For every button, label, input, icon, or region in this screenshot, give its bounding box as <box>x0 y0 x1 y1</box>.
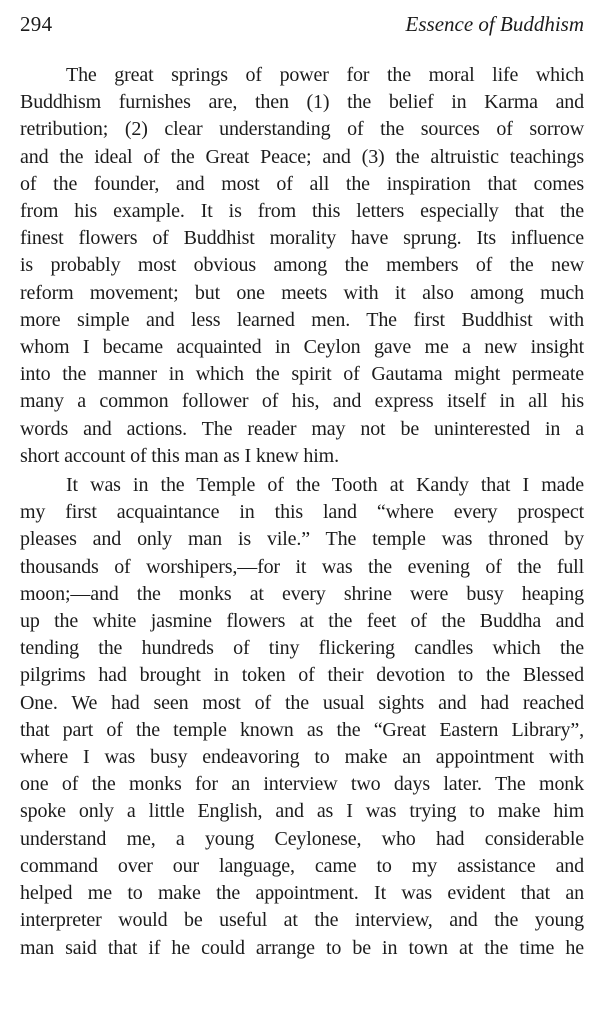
text-line: whom I became acquainted in Ceylon gave me a new insight <box>20 336 584 359</box>
text-line: It was in the Temple of the Tooth at Kandy that I made <box>66 474 584 497</box>
text-line: thousands of worshipers,—for it was the evening of the full <box>20 555 584 578</box>
text-line: my first acquaintance in this land “where every prospect <box>20 501 584 524</box>
text-line: up the white jasmine flowers at the feet of the Buddha and <box>20 610 584 633</box>
text-line: pleases and only man is vile.” The temple was throned by <box>20 528 584 551</box>
text-line: more simple and less learned men. The first Buddhist with <box>20 308 584 331</box>
page-number: 294 <box>20 12 53 36</box>
text-line: finest flowers of Buddhist morality have sprung. Its influence <box>20 227 584 250</box>
text-line: The great springs of power for the moral life which <box>66 64 584 86</box>
text-line: spoke only a little English, and as I was trying to make him <box>20 800 584 823</box>
running-header <box>20 0 584 46</box>
text-line: interpreter would be useful at the interview, and the young <box>20 909 584 932</box>
text-line: understand me, a young Ceylonese, who had considerable <box>20 827 584 850</box>
text-line: helped me to make the appointment. It was evident that an <box>20 882 584 905</box>
text-line: where I was busy endeavoring to make an appointment with <box>20 746 584 769</box>
text-line: retribution; (2) clear understanding of the sources of sorrow <box>20 118 584 141</box>
text-line: of the founder, and most of all the inspiration that comes <box>20 172 584 195</box>
book-title-header: Essence of Buddhism <box>405 12 584 36</box>
text-line: reform movement; but one meets with it also among much <box>20 281 584 304</box>
text-line: command over our language, came to my assistance and <box>20 854 584 877</box>
text-line: One. We had seen most of the usual sights and had reached <box>20 691 584 714</box>
text-line: moon;—and the monks at every shrine were busy heaping <box>20 582 584 605</box>
text-line: tending the hundreds of tiny flickering candles which the <box>20 637 584 660</box>
text-line: many a common follower of his, and express itself in all his <box>20 390 584 413</box>
text-line: short account of this man as I knew him. <box>20 444 339 467</box>
text-line: Buddhism furnishes are, then (1) the belief in Karma and <box>20 91 584 114</box>
text-line: is probably most obvious among the members of the new <box>20 254 584 277</box>
text-line: from his example. It is from this letters especially that the <box>20 200 584 223</box>
text-line: that part of the temple known as the “Great Eastern Library”, <box>20 718 584 741</box>
text-line: into the manner in which the spirit of Gautama might permeate <box>20 363 584 386</box>
text-line: pilgrims had brought in token of their devotion to the Blessed <box>20 664 584 687</box>
text-line: man said that if he could arrange to be in town at the time he <box>20 936 584 959</box>
text-line: one of the monks for an interview two days later. The monk <box>20 773 584 796</box>
paragraph <box>20 62 584 470</box>
text-line: words and actions. The reader may not be uninterested in a <box>20 417 584 440</box>
paragraph <box>20 472 584 962</box>
body-text <box>20 62 584 962</box>
text-line: and the ideal of the Great Peace; and (3) the altruistic teachings <box>20 145 584 168</box>
